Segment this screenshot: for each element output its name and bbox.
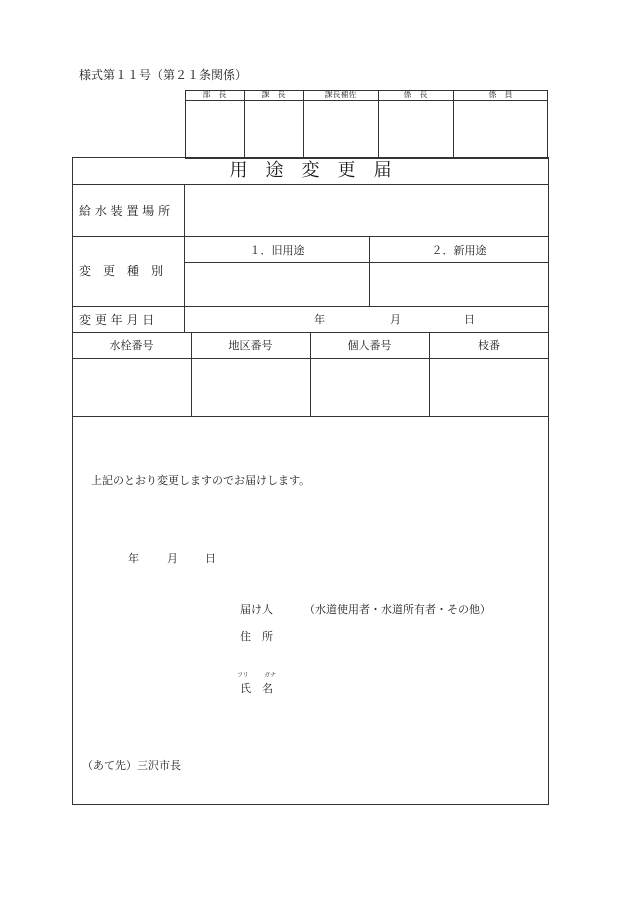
old-use-field[interactable] — [185, 263, 369, 306]
addressee-text: （あて先）三沢市長 — [82, 759, 181, 772]
change-date-month: 月 — [390, 313, 401, 326]
approval-header-kakaricho: 係 長 — [403, 90, 428, 99]
change-type-label: 変 更 種 別 — [79, 264, 164, 278]
old-use-label: １．旧用途 — [249, 244, 305, 257]
faucet-number-field[interactable] — [73, 359, 191, 416]
new-use-field[interactable] — [370, 263, 548, 306]
form-title: 用 途 変 更 届 — [229, 160, 392, 181]
location-field[interactable] — [185, 185, 548, 236]
faucet-number-header: 水栓番号 — [109, 339, 154, 352]
approval-column-divider — [378, 90, 379, 159]
approval-header-kakariin: 係 員 — [488, 90, 513, 99]
statement-text: 上記のとおり変更しますのでお届けします。 — [91, 474, 311, 487]
number-row-divider — [72, 416, 549, 417]
approval-header-divider — [185, 100, 548, 101]
approval-header-kacho-hosa: 課長補佐 — [324, 90, 357, 99]
name-label: 氏 名 — [240, 682, 273, 695]
furigana-fu: フリ — [237, 672, 249, 679]
location-divider — [72, 236, 549, 237]
submission-year: 年 — [128, 552, 139, 565]
notifier-options: （水道使用者・水道所有者・その他） — [304, 603, 491, 616]
district-number-header: 地区番号 — [228, 339, 273, 352]
change-date-field[interactable] — [185, 307, 548, 332]
district-number-field[interactable] — [192, 359, 310, 416]
approval-header-bucho: 部 長 — [202, 90, 227, 99]
branch-number-header: 枝番 — [478, 339, 500, 352]
change-date-day: 日 — [464, 313, 475, 326]
address-label: 住 所 — [240, 630, 273, 643]
personal-number-header: 個人番号 — [347, 339, 392, 352]
new-use-label: ２．新用途 — [431, 244, 487, 257]
approval-column-divider — [244, 90, 245, 159]
personal-number-field[interactable] — [311, 359, 429, 416]
approval-header-kacho: 課 長 — [261, 90, 286, 99]
submission-month: 月 — [167, 552, 178, 565]
submission-day: 日 — [205, 552, 216, 565]
location-label: 給 水 装 置 場 所 — [79, 204, 171, 218]
approval-column-divider — [453, 90, 454, 159]
notifier-label: 届け人 — [240, 603, 273, 616]
change-date-year: 年 — [314, 313, 325, 326]
change-date-label: 変 更 年 月 日 — [79, 313, 155, 327]
furigana-gana: ガナ — [264, 672, 277, 679]
approval-column-divider — [303, 90, 304, 159]
branch-number-field[interactable] — [430, 359, 548, 416]
form-number: 様式第１１号（第２１条関係） — [79, 68, 248, 82]
